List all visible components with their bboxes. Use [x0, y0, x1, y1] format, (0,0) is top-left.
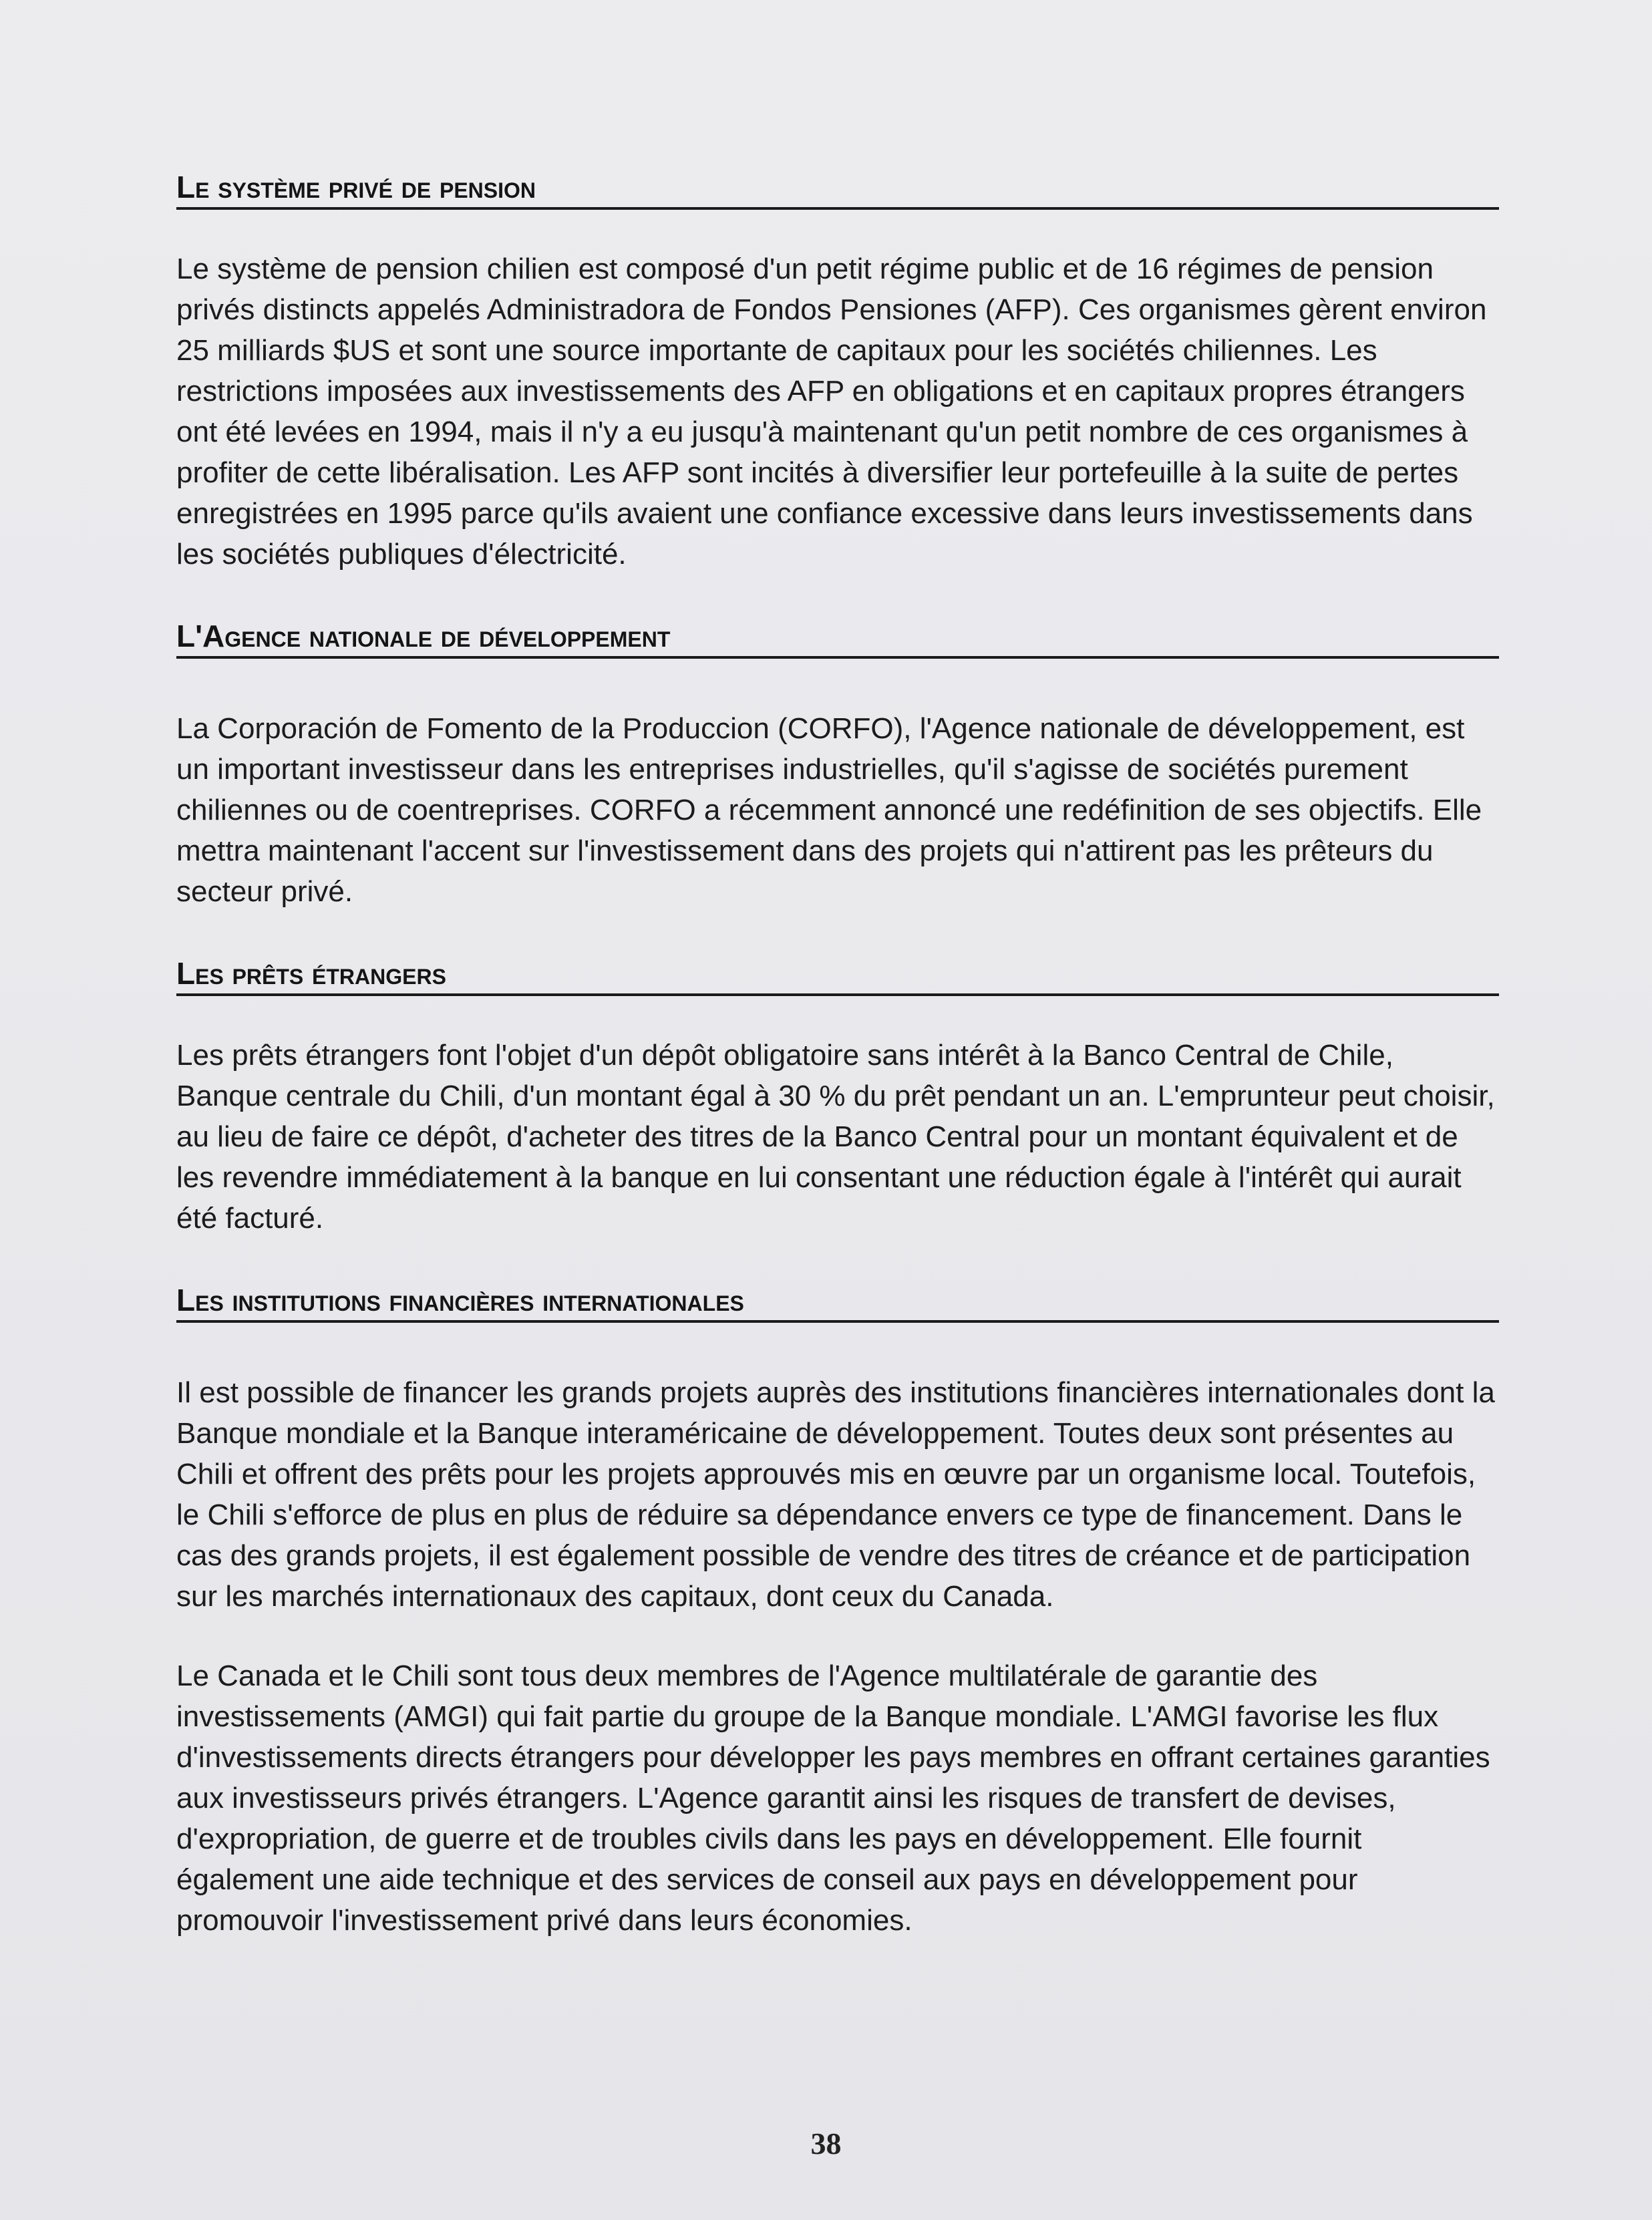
section-heading [176, 167, 1499, 210]
heading-text: Les prêts étrangers [176, 956, 446, 991]
paragraph: Le système de pension chilien est composé d'un petit régime public et de 16 régimes de pension privés distincts appelés Administradora de Fondos Pensiones (AFP). Ces organismes gèrent environ 25 milliards $US et sont une source importante de capitaux pour les sociétés chiliennes. Les restrictions imposées aux investissements des AFP en obligations et en capitaux propres étrangers ont été levées en 1994, mais il n'y a eu jusqu'à maintenant qu'un petit nombre de ces organismes à profiter de cette libéralisation. Les AFP sont incités à diversifier leur portefeuille à la suite de pertes enregistrées en 1995 parce qu'ils avaient une confiance excessive dans leurs investissements dans les sociétés publiques d'électricité. [176, 253, 1487, 571]
paragraph: La Corporación de Fomento de la Produccion (CORFO), l'Agence nationale de développement, est un important investisseur dans les entreprises industrielles, qu'il s'agisse de sociétés purement chiliennes ou de coentreprises. CORFO a récemment annoncé une redéfinition de ses objectifs. Elle mettra maintenant l'accent sur l'investissement dans des projets qui n'attirent pas les prêteurs du secteur privé. [176, 712, 1482, 908]
paragraph: Les prêts étrangers font l'objet d'un dépôt obligatoire sans intérêt à la Banco Central de Chile, Banque centrale du Chili, d'un montant égal à 30 % du prêt pendant un an. L'emprunteur peut choisir, au lieu de faire ce dépôt, d'acheter des titres de la Banco Central pour un montant équivalent et de les revendre immédiatement à la banque en lui consentant une réduction égale à l'intérêt qui aurait été facturé. [176, 1039, 1495, 1235]
section-heading [176, 953, 1499, 996]
section-pension [176, 167, 1499, 575]
page-content [176, 167, 1499, 1941]
section-agence [176, 616, 1499, 912]
section-institutions [176, 1280, 1499, 1941]
section-heading [176, 1280, 1499, 1323]
page-number: 38 [810, 2126, 842, 2161]
paragraph: Le Canada et le Chili sont tous deux membres de l'Agence multilatérale de garantie des investissements (AMGI) qui fait partie du groupe de la Banque mondiale. L'AMGI favorise les flux d'investissements directs étrangers pour développer les pays membres en offrant certaines garanties aux investisseurs privés étrangers. L'Agence garantit ainsi les risques de transfert de devises, d'expropriation, de guerre et de troubles civils dans les pays en développement. Elle fournit également une aide technique et des services de conseil aux pays en développement pour promouvoir l'investissement privé dans leurs économies. [176, 1659, 1490, 1937]
paragraph: Il est possible de financer les grands projets auprès des institutions financières internationales dont la Banque mondiale et la Banque interaméricaine de développement. Toutes deux sont présentes au Chili et offrent des prêts pour les projets approuvés mis en œuvre par un organisme local. Toutefois, le Chili s'efforce de plus en plus de réduire sa dépendance envers ce type de financement. Dans le cas des grands projets, il est également possible de vendre des titres de créance et de participation sur les marchés internationaux des capitaux, dont ceux du Canada. [176, 1376, 1495, 1613]
section-heading [176, 616, 1499, 659]
heading-text: Le système privé de pension [176, 170, 536, 204]
heading-text: Les institutions financières internationales [176, 1283, 744, 1317]
heading-text: L'Agence nationale de développement [176, 619, 671, 653]
section-prets [176, 953, 1499, 1239]
